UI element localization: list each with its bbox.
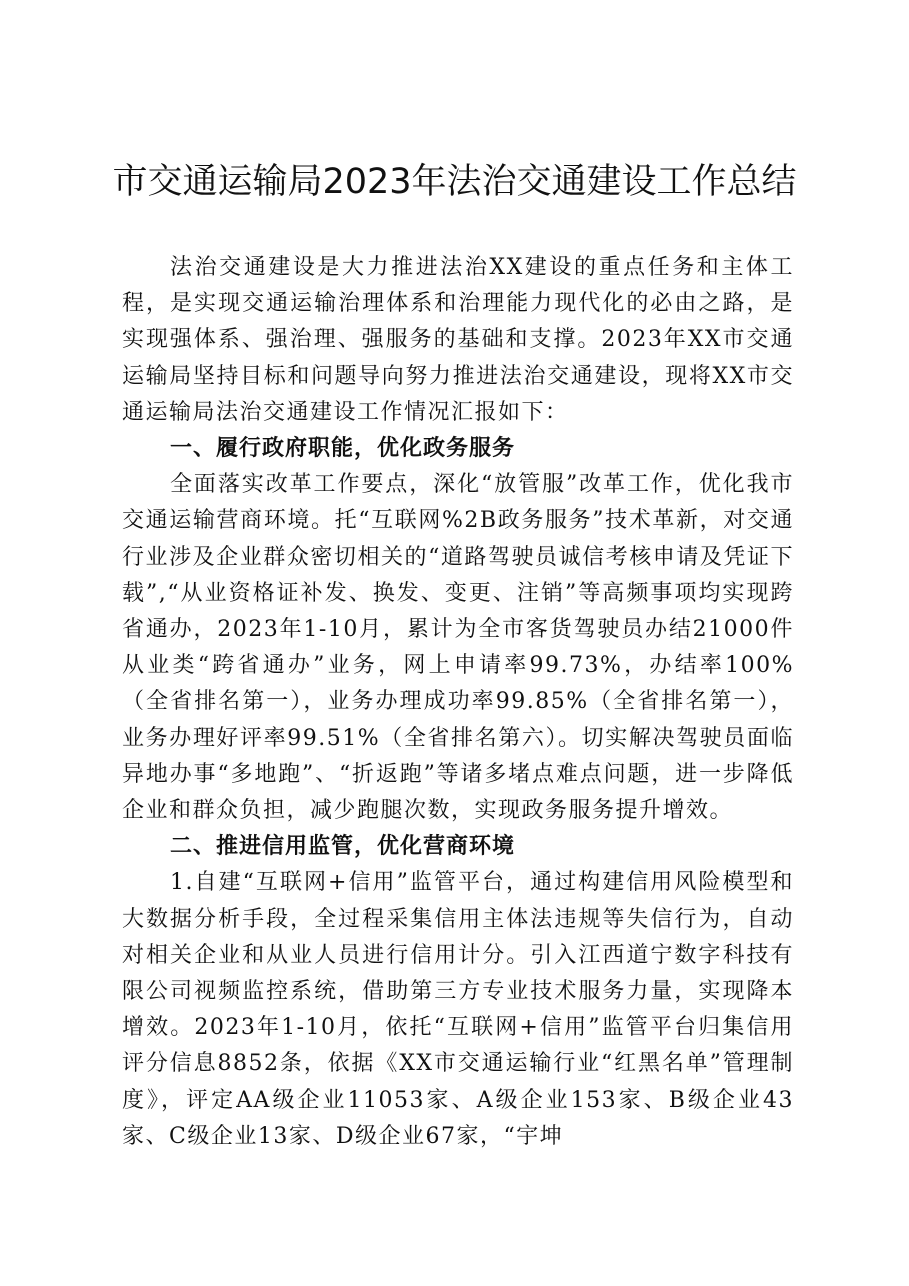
document-body [122, 250, 794, 1155]
section-2-heading: 二、推进信用监管，优化营商环境 [170, 834, 516, 860]
section-2-paragraph: 1.自建“互联网+信用”监管平台，通过构建信用风险模型和大数据分析手段，全过程采集信用主体法违规等失信行为，自动对相关企业和从业人员进行信用计分。引入江西道宁数字科技有限公司视频监控系统，借助第三方专业技术服务力量，实现降本增效。2023年1-10月，依托“互联网+信用”监管平台归集信用评分信息8852条，依据《XX市交通运输行业“红黑名单”管理制度》，评定AA级企业11053家、A级企业153家、B级企业43家、C级企业13家、D级企业67家，“宇坤 [122, 870, 794, 1149]
document-title: 市交通运输局2023年法治交通建设工作总结 [112, 162, 797, 202]
section-1-heading: 一、履行政府职能，优化政务服务 [170, 436, 516, 462]
intro-paragraph: 法治交通建设是大力推进法治XX建设的重点任务和主体工程，是实现交通运输治理体系和治理能力现代化的必由之路，是实现强体系、强治理、强服务的基础和支撑。2023年XX市交通运输局坚持目标和问题导向努力推进法治交通建设，现将XX市交通运输局法治交通建设工作情况汇报如下： [122, 255, 794, 425]
section-1-paragraph: 全面落实改革工作要点，深化“放管服”改革工作，优化我市交通运输营商环境。托“互联网%2B政务服务”技术革新，对交通行业涉及企业群众密切相关的“道路驾驶员诚信考核申请及凭证下载”,“从业资格证补发、换发、变更、注销”等高频事项均实现跨省通办，2023年1-10月，累计为全市客货驾驶员办结21000件从业类“跨省通办”业务，网上申请率99.73%，办结率100%（全省排名第一），业务办理成功率99.85%（全省排名第一），业务办理好评率99.51%（全省排名第六）。切实解决驾驶员面临异地办事“多地跑”、“折返跑”等诸多堵点难点问题，进一步降低企业和群众负担，减少跑腿次数，实现政务服务提升增效。 [122, 472, 794, 824]
